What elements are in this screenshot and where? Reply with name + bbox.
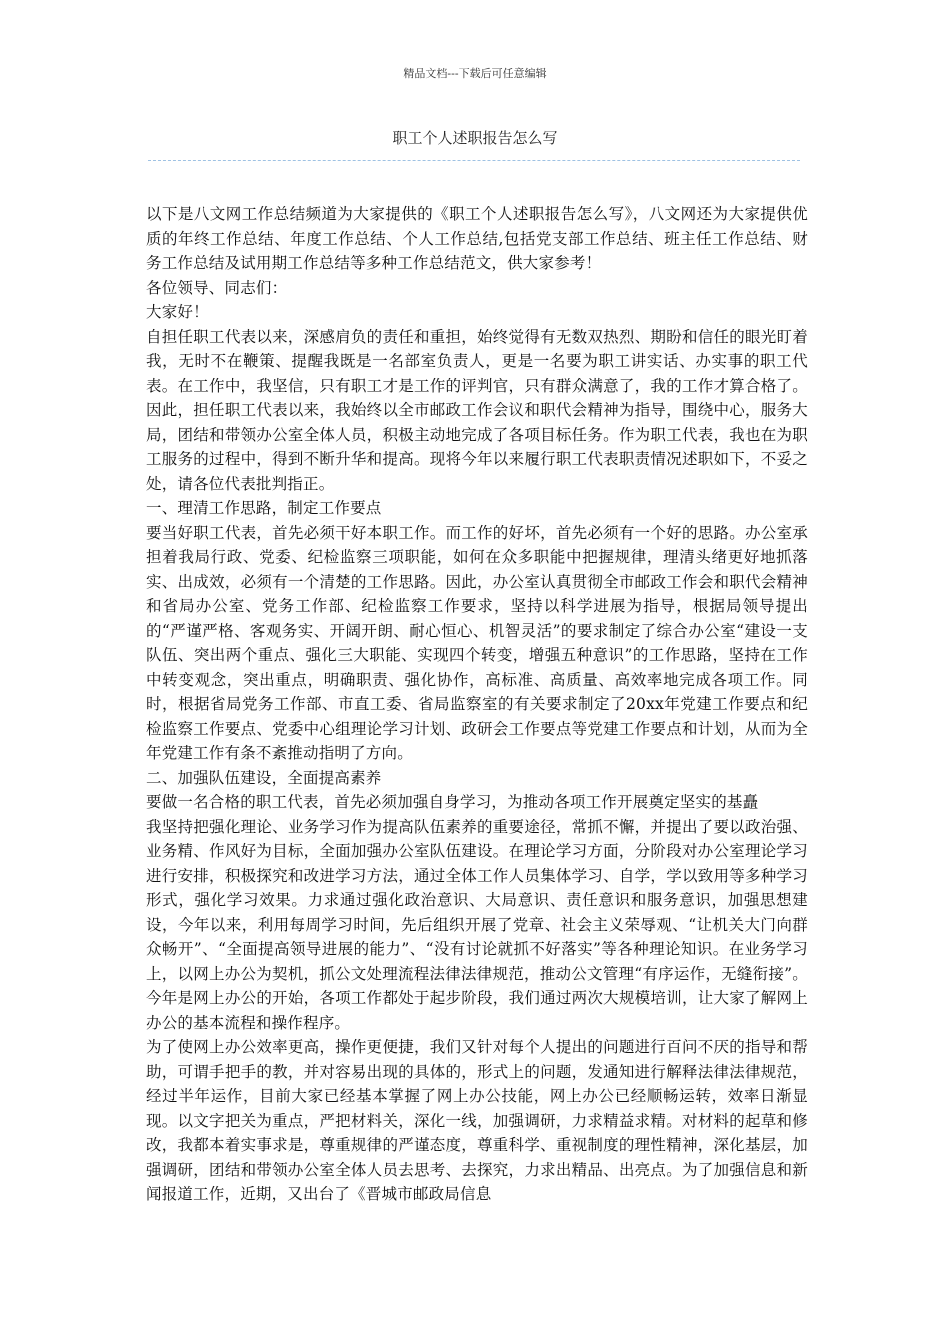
section-heading: 一、理清工作思路，制定工作要点 <box>146 499 382 517</box>
document-body <box>146 202 808 1207</box>
body-paragraph: 我坚持把强化理论、业务学习作为提高队伍素养的重要途径，常抓不懈，并提出了要以政治强、业务精、作风好为目标，全面加强办公室队伍建设。在理论学习方面，分阶段对办公室理论学习进行安排，积极探究和改进学习方法，通过全体工作人员集体学习、自学，学以致用等多种学习形式，强化学习效果。力求通过强化政治意识、大局意识、责任意识和服务意识，加强思想建设，今年以来，利用每周学习时间，先后组织开展了党章、社会主义荣辱观、“让机关大门向群众畅开”、“全面提高领导进展的能力”、“没有讨论就抓不好落实”等各种理论知识。在业务学习上，以网上办公为契机，抓公文处理流程法律法律规范，推动公文管理“有序运作，无缝衔接”。今年是网上办公的开始，各项工作都处于起步阶段，我们通过两次大规模培训，让大家了解网上办公的基本流程和操作程序。 <box>146 817 808 1032</box>
body-paragraph: 要当好职工代表，首先必须干好本职工作。而工作的好坏，首先必须有一个好的思路。办公室承担着我局行政、党委、纪检监察三项职能，如何在众多职能中把握规律，理清头绪更好地抓落实、出成效，必须有一个清楚的工作思路。因此，办公室认真贯彻全市邮政工作会和职代会精神和省局办公室、党务工作部、纪检监察工作要求，坚持以科学进展为指导，根据局领导提出的“严谨严格、客观务实、开阔开朗、耐心恒心、机智灵活”的要求制定了综合办公室“建设一支队伍、突出两个重点、强化三大职能、实现四个转变，增强五种意识”的工作思路，坚持在工作中转变观念，突出重点，明确职责、强化协作，高标准、高质量、高效率地完成各项工作。同时，根据省局党务工作部、市直工委、省局监察室的有关要求制定了20xx年党建工作要点和纪检监察工作要点、党委中心组理论学习计划、政研会工作要点等党建工作要点和计划，从而为全年党建工作有条不紊推动指明了方向。 <box>146 523 808 762</box>
page-header-note: 精品文档---下载后可任意编辑 <box>403 67 547 80</box>
greeting: 大家好！ <box>146 303 209 321</box>
document-title: 职工个人述职报告怎么写 <box>392 129 558 147</box>
title-divider <box>148 160 800 161</box>
body-paragraph: 为了使网上办公效率更高，操作更便捷，我们又针对每个人提出的问题进行百问不厌的指导和帮助，可谓手把手的教，并对容易出现的具体的，形式上的问题，发通知进行解释法律法律规范，经过半年运作，目前大家已经基本掌握了网上办公技能，网上办公已经顺畅运转，效率日渐显现。以文字把关为重点，严把材料关，深化一线，加强调研，力求精益求精。对材料的起草和修改，我都本着实事求是，尊重规律的严谨态度，尊重科学、重视制度的理性精神，深化基层，加强调研，团结和带领办公室全体人员去思考、去探究，力求出精品、出亮点。为了加强信息和新闻报道工作，近期，又出台了《晋城市邮政局信息 <box>146 1038 808 1203</box>
intro-paragraph: 以下是八文网工作总结频道为大家提供的《职工个人述职报告怎么写》，八文网还为大家提供优质的年终工作总结、年度工作总结、个人工作总结,包括党支部工作总结、班主任工作总结、财务工作总结及试用期工作总结等多种工作总结范文，供大家参考！ <box>146 205 808 272</box>
body-paragraph: 要做一名合格的职工代表，首先必须加强自身学习，为推动各项工作开展奠定坚实的基矗 <box>146 793 759 811</box>
body-paragraph: 自担任职工代表以来，深感肩负的责任和重担，始终觉得有无数双热烈、期盼和信任的眼光盯着我，无时不在鞭策、提醒我既是一名部室负责人，更是一名要为职工讲实话、办实事的职工代表。在工作中，我坚信，只有职工才是工作的评判官，只有群众满意了，我的工作才算合格了。因此，担任职工代表以来，我始终以全市邮政工作会议和职代会精神为指导，围绕中心，服务大局，团结和带领办公室全体人员，积极主动地完成了各项目标任务。作为职工代表，我也在为职工服务的过程中，得到不断升华和提高。现将今年以来履行职工代表职责情况述职如下，不妥之处，请各位代表批判指正。 <box>146 327 808 493</box>
salutation: 各位领导、同志们： <box>146 278 288 297</box>
section-heading: 二、加强队伍建设，全面提高素养 <box>146 768 382 787</box>
